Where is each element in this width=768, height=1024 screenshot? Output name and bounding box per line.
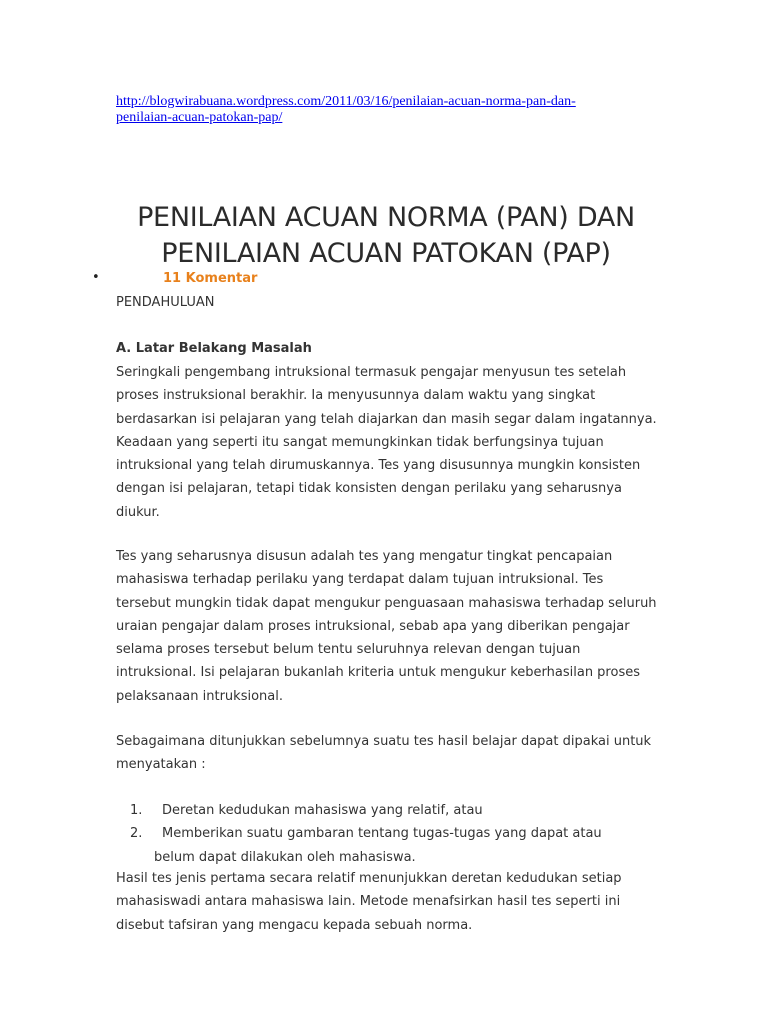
numbered-list <box>116 799 661 869</box>
paragraph-4: Hasil tes jenis pertama secara relatif menunjukkan deretan kedudukan setiap mahasiswadi antara mahasiswa lain. Metode menafsirkan hasil tes seperti ini disebut tafsiran yang mengacu kepada sebuah norma. <box>116 871 622 933</box>
list-item-text: Deretan kedudukan mahasiswa yang relatif, atau <box>162 803 483 818</box>
source-link-line1: http://blogwirabuana.wordpress.com/2011/03/16/penilaian-acuan-norma-pan-dan- <box>116 94 576 109</box>
comments-link[interactable]: 11 Komentar <box>163 271 258 286</box>
list-item-number: 1. <box>130 803 143 818</box>
list-item-text: Memberikan suatu gambaran tentang tugas-tugas yang dapat atau <box>162 826 602 842</box>
page-title <box>116 200 656 272</box>
source-link-line2: penilaian-acuan-patokan-pap/ <box>116 110 283 125</box>
list-item <box>116 799 661 822</box>
paragraph-1: Seringkali pengembang intruksional termasuk pengajar menyusun tes setelah proses instruksional berakhir. Ia menyusunnya dalam waktu yang singkat berdasarkan isi pelajaran yang telah diajarkan dan masih segar dalam ingatannya. Keadaan yang seperti itu sangat memungkinkan tidak berfungsinya tujuan intruksional yang telah dirumuskannya. Tes yang disusunnya mungkin konsisten dengan isi pelajaran, tetapi tidak konsisten dengan perilaku yang seharusnya diukur. <box>116 365 657 520</box>
paragraph-3: Sebagaimana ditunjukkan sebelumnya suatu tes hasil belajar dapat dipakai untuk menyatakan : <box>116 734 652 773</box>
intro-heading: PENDAHULUAN <box>116 295 215 310</box>
list-item <box>116 822 661 869</box>
title-line1: PENILAIAN ACUAN NORMA (PAN) DAN <box>137 202 635 233</box>
title-line2: PENILAIAN ACUAN PATOKAN (PAP) <box>161 238 611 269</box>
section-heading: A. Latar Belakang Masalah <box>116 341 312 356</box>
source-link[interactable] <box>116 94 646 126</box>
bullet-icon: • <box>92 270 100 285</box>
paragraph-2: Tes yang seharusnya disusun adalah tes yang mengatur tingkat pencapaian mahasiswa terhadap perilaku yang terdapat dalam tujuan intruksional. Tes tersebut mungkin tidak dapat mengukur penguasaan mahasiswa terhadap seluruh uraian pengajar dalam proses intruksional, sebab apa yang diberikan pengajar selama proses tersebut belum tentu seluruhnya relevan dengan tujuan intruksional. Isi pelajaran bukanlah kriteria untuk mengukur keberhasilan proses pelaksanaan intruksional. <box>116 549 657 704</box>
list-item-continuation: belum dapat dilakukan oleh mahasiswa. <box>154 849 416 865</box>
list-item-number: 2. <box>130 826 143 842</box>
